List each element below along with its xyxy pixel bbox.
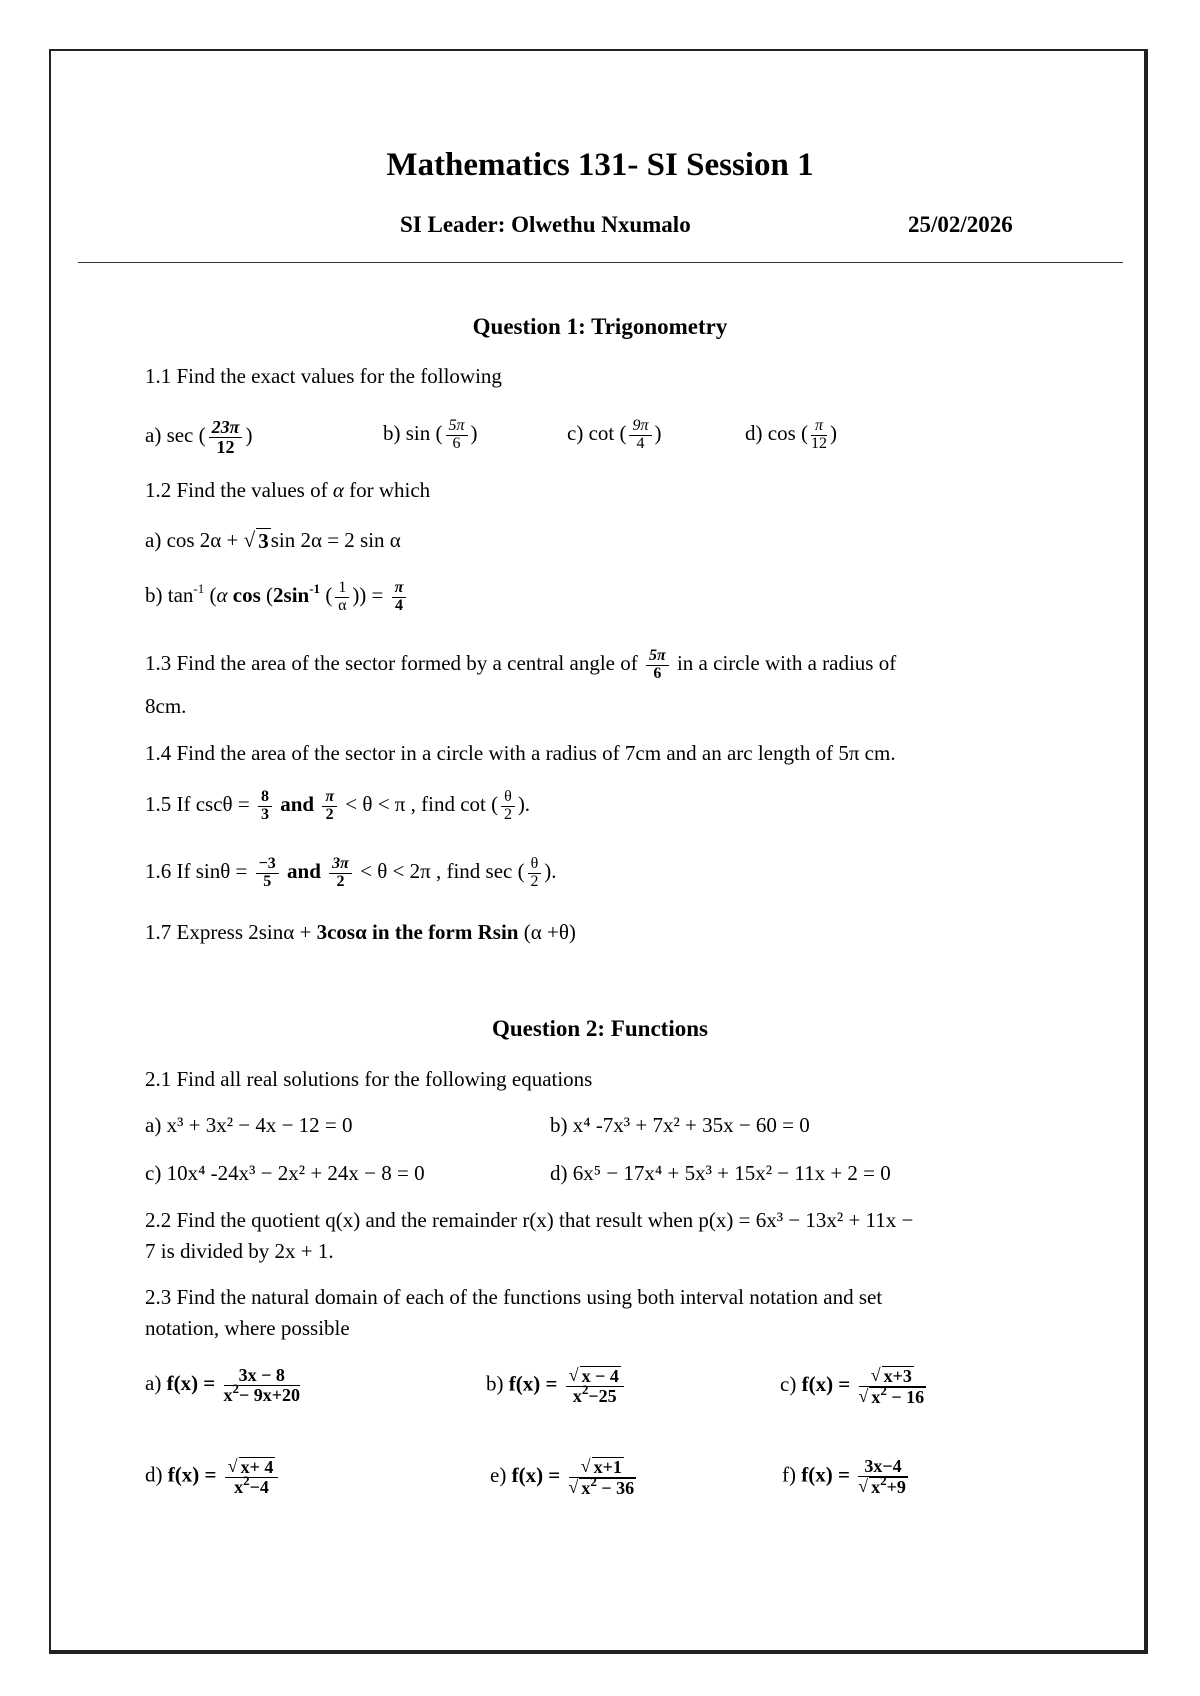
q1-3-line1: 1.3 Find the area of the sector formed by a central angle of $\frac{5\pi}{6}$ in a circle with a radius of xyxy=(145,647,897,682)
page-title: Mathematics 131- SI Session 1 xyxy=(386,147,814,183)
q2-3c: c) f(x) = √ x+3 √ $x^2 - 16$ xyxy=(780,1365,925,1407)
q1-5: 1.5 If cscθ = $\frac{8}{3}$ and $\frac{\pi}{2}$ < θ < π , find cot ( $\frac{\theta}{2}$ ). xyxy=(145,788,531,823)
q2-3b: b) f(x) = √ x − 4 $x^2-25$ xyxy=(486,1366,627,1406)
q1-1-text: 1.1 Find the exact values for the following xyxy=(145,364,502,388)
page-border xyxy=(49,49,1148,1654)
q1-3-line2: 8cm. xyxy=(145,694,187,718)
q2-3a: a) f(x) = $\frac{3x - 8}{x^2- 9x+20}$ xyxy=(145,1365,301,1405)
q1-2-text: 1.2 Find the values of α for which xyxy=(145,478,431,502)
q1-7: 1.7 Express 2sinα + 3cosα in the form Rsin (α +θ) xyxy=(145,920,576,944)
q1-1b: b) sin ( $\frac{5\pi}{6}$ ) xyxy=(383,417,478,452)
q1-2b: b) $\tan^{-1} (\alpha$ $\cos (2\sin^{-1}$ ( $\frac{1}{\alpha}$ )) = $\frac{\pi}{4}$ xyxy=(145,580,409,615)
q2-1c: c) 10x⁴ -24x³ − 2x² + 24x − 8 = 0 xyxy=(145,1161,425,1185)
si-leader: SI Leader: Olwethu Nxumalo xyxy=(400,212,691,237)
q1-1c: c) cot ( $\frac{9\pi}{4}$ ) xyxy=(567,417,662,452)
q1-4: 1.4 Find the area of the sector in a circle with a radius of 7cm and an arc length of 5π cm. xyxy=(145,741,896,765)
q1-1d: d) cos ( $\frac{\pi}{12}$ ) xyxy=(745,417,837,452)
q2-3f: f) f(x) = 3x−4 √ $x^2+9$ xyxy=(782,1456,906,1497)
q1-2a: a) cos 2α + √ 3 sin 2α = 2 sin α xyxy=(145,528,401,553)
q1-6: 1.6 If sinθ = $\frac{-3}{5}$ and $\frac{3\pi}{2}$ < θ < 2π , find sec ( $\frac{\theta}{2}$ ). xyxy=(145,855,557,890)
q2-1b: b) x⁴ -7x³ + 7x² + 35x − 60 = 0 xyxy=(550,1113,810,1137)
q2-2-line2: 7 is divided by 2x + 1. xyxy=(145,1239,334,1263)
q2-1d: d) 6x⁵ − 17x⁴ + 5x³ + 15x² − 11x + 2 = 0 xyxy=(550,1161,891,1185)
q2-3e: e) f(x) = √ x+1 √ $x^2 - 36$ xyxy=(490,1456,635,1498)
q2-1-text: 2.1 Find all real solutions for the following equations xyxy=(145,1067,593,1091)
q1-1a: a) sec ( $\frac{23\pi}{12}$ ) xyxy=(145,417,253,457)
q2-2-line1: 2.2 Find the quotient q(x) and the remainder r(x) that result when p(x) = 6x³ − 13x² + 11x − xyxy=(145,1208,914,1232)
q2-3-line1: 2.3 Find the natural domain of each of the functions using both interval notation and set xyxy=(145,1285,883,1309)
question-1-heading: Question 1: Trigonometry xyxy=(472,314,728,339)
q2-1a: a) x³ + 3x² − 4x − 12 = 0 xyxy=(145,1113,353,1137)
question-2-heading: Question 2: Functions xyxy=(492,1016,708,1041)
session-date: 25/02/2026 xyxy=(908,212,1013,237)
q2-3d: d) f(x) = √ x+ 4 $x^2-4$ xyxy=(145,1457,281,1497)
header-divider xyxy=(78,262,1123,263)
q2-3-line2: notation, where possible xyxy=(145,1316,350,1340)
